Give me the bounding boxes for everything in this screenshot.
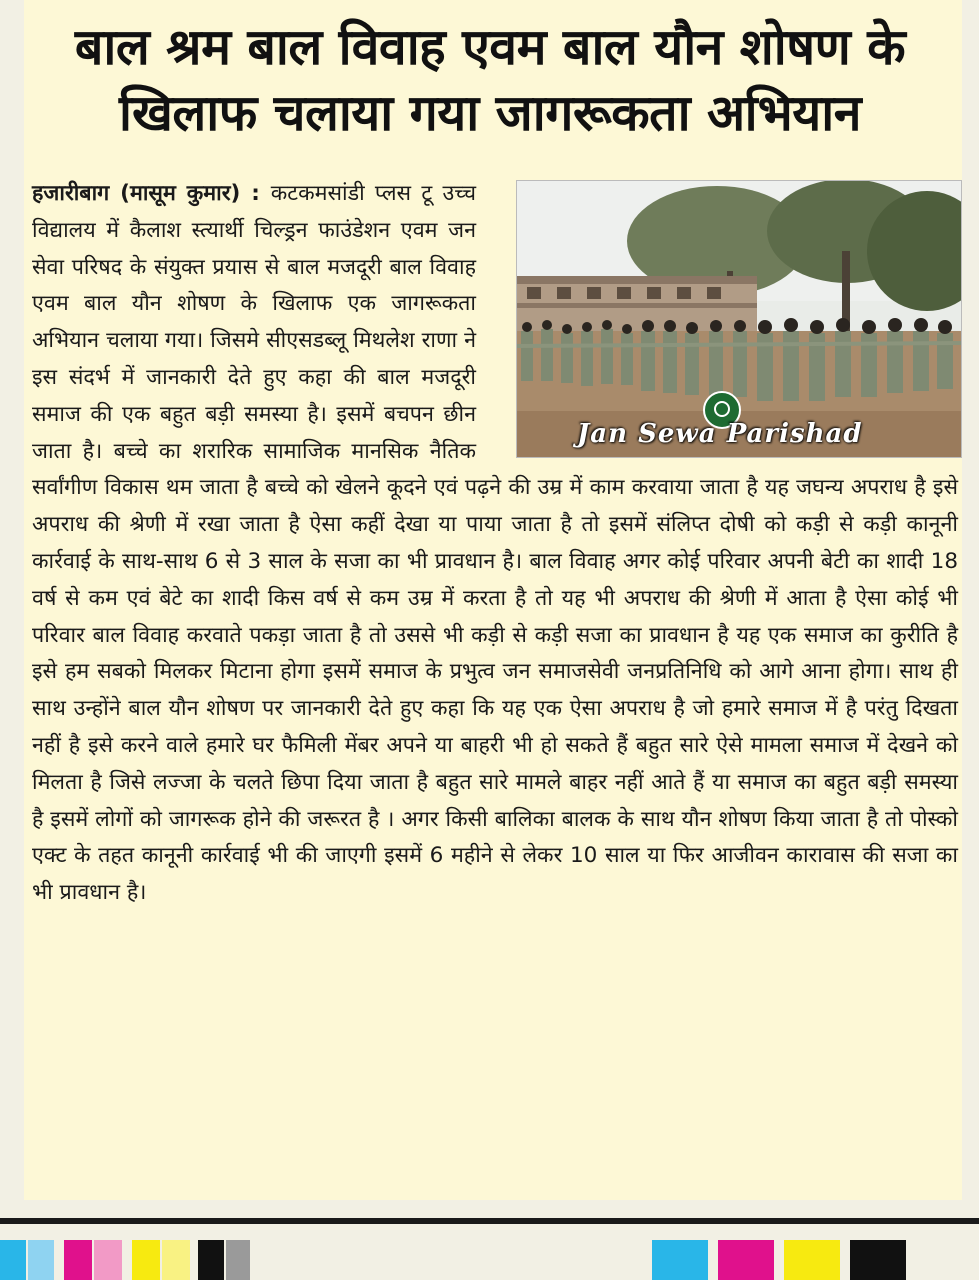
- cyan-swatch-right: [652, 1240, 708, 1280]
- headline: [30, 14, 950, 146]
- article-text: कटकमसांडी प्लस टू उच्च विद्यालय में कैलाश स्त्यार्थी चिल्ड्रन फाउंडेशन एवम जन सेवा परिषद के संयुक्त प्रयास से बाल मजदूरी बाल विवाह एवम बाल यौन शोषण के खिलाफ एक जागरूकता अभियान चलाया गया। जिसमे सीएसडब्लू मिथलेश राणा ने इस संदर्भ में जानकारी देते हुए कहा की बाल मजदूरी समाज की एक बहुत बड़ी समस्या है। इसमें बचपन छीन जाता है। बच्चे का शरारिक सामाजिक मानसिक नैतिक सर्वांगीण विकास थम जाता है बच्चे को खेलने कूदने एवं पढ़ने की उम्र में काम करवाया जाता है यह जघन्य अपराध है इसे अपराध की श्रेणी में रखा जाता है ऐसा कहीं देखा या पाया जाता है तो इसमें संलिप्त दोषी को कड़ी से कड़ी कानूनी कार्रवाई के साथ-साथ 6 से 3 साल के सजा का भी प्रावधान है। बाल विवाह अगर कोई परिवार अपनी बेटी का शादी 18 वर्ष से कम एवं बेटे का शादी किस वर्ष से कम उम्र में करता है तो यह भी अपराध की श्रेणी में आता है ऐसा कोई भी परिवार बाल विवाह करवाते पकड़ा जाता है तो उससे भी कड़ी से कड़ी सजा का प्रावधान है यह एक समाज का कुरीति है इसे हम सबको मिलकर मिटाना होगा इसमें समाज के प्रभुत्व जन समाजसेवी जनप्रतिनिधि को आगे आना होगा। साथ ही साथ उन्होंने बाल यौन शोषण पर जानकारी देते हुए कहा कि यह एक ऐसा अपराध है जो हमारे समाज में है परंतु दिखता नहीं है इसे करने वाले हमारे घर फैमिली मेंबर अपने या बाहरी भी हो सकते हैं बहुत सारे ऐसे मामला समाज में देखने को मिलता है जिसे लज्जा के चलते छिपा दिया जाता है बहुत सारे मामले बाहर नहीं आते हैं या समाज का बहुत बड़ी समस्या है इसमें लोगों को जागरूक होने की जरूरत है । अगर किसी बालिका बालक के साथ यौन शोषण किया जाता है तो पोस्को एक्ट के तहत कानूनी कार्रवाई भी की जाएगी इसमें 6 महीने से लेकर 10 साल या फिर आजीवन कारावास की सजा का भी प्रावधान है।: [32, 181, 958, 906]
- cyan-light-swatch: [28, 1240, 54, 1280]
- photo-space: [476, 176, 958, 460]
- yellow-swatch: [132, 1240, 160, 1280]
- magenta-swatch-right: [718, 1240, 774, 1280]
- black-swatch-right: [850, 1240, 906, 1280]
- bottom-rule: [0, 1218, 979, 1224]
- magenta-light-swatch: [94, 1240, 122, 1280]
- yellow-light-swatch: [162, 1240, 190, 1280]
- article-body: [32, 176, 958, 912]
- article-dateline: हजारीबाग (मासूम कुमार) :: [32, 181, 271, 206]
- headline-line-2: खिलाफ चलाया गया जागरूकता अभियान: [119, 84, 861, 142]
- photo-watermark: Jan Sewa Parishad: [577, 419, 863, 449]
- gray-swatch: [226, 1240, 250, 1280]
- cyan-swatch: [0, 1240, 26, 1280]
- print-color-bar: [0, 1240, 979, 1280]
- black-swatch: [198, 1240, 224, 1280]
- headline-line-1: बाल श्रम बाल विवाह एवम बाल यौन शोषण के: [74, 18, 906, 76]
- yellow-swatch-right: [784, 1240, 840, 1280]
- magenta-swatch: [64, 1240, 92, 1280]
